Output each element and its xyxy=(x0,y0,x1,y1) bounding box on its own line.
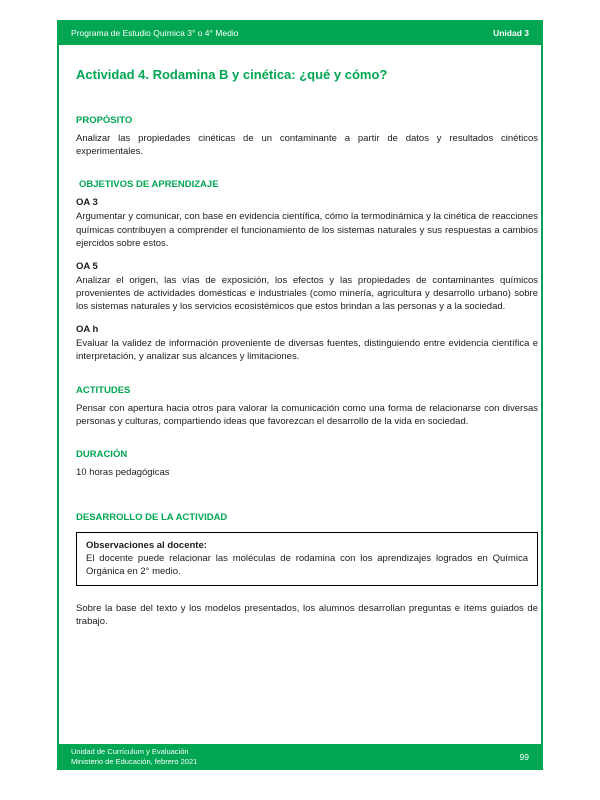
oa-item xyxy=(76,323,538,363)
teacher-observations-box xyxy=(76,532,538,585)
objetivos-heading: OBJETIVOS DE APRENDIZAJE xyxy=(79,179,219,191)
footer-bar xyxy=(57,744,543,770)
page-number: 99 xyxy=(519,752,529,762)
teacher-observations-title: Observaciones al docente: xyxy=(86,540,207,552)
proposito-heading: PROPÓSITO xyxy=(76,114,133,126)
section-duracion xyxy=(76,448,538,479)
header-bar xyxy=(57,20,543,45)
actitudes-paragraph: Pensar con apertura hacia otros para valorar la comunicación como una forma de relacionarse con diversas personas y culturas, compartiendo ideas que favorezcan el desarrollo de la vida en sociedad. xyxy=(76,402,538,427)
teacher-observations-body: El docente puede relacionar las moléculas de rodamina con los aprendizajes logrados en Química Orgánica en 2° medio. xyxy=(86,553,528,578)
header-unit-label: Unidad 3 xyxy=(493,27,529,38)
section-actitudes xyxy=(76,384,538,428)
activity-title: Actividad 4. Rodamina B y cinética: ¿qué y cómo? xyxy=(76,67,388,82)
proposito-paragraph: Analizar las propiedades cinéticas de un contaminante a partir de datos y resultados cinéticos experimentales. xyxy=(76,133,538,158)
oa-label: OA 3 xyxy=(76,197,98,209)
oa-label: OA h xyxy=(76,324,99,336)
oa-item xyxy=(76,260,538,313)
oa-text: Argumentar y comunicar, con base en evidencia científica, cómo la termodinámica y la cinética de reacciones químicas contribuyen a comprender el funcionamiento de los sistemas naturales y sus respuestas a cambios ejercidos sobre estos. xyxy=(76,211,538,249)
oa-text: Evaluar la validez de información proveniente de diversas fuentes, distinguiendo entre evidencia científica e interpretación, y analizar sus alcances y limitaciones. xyxy=(76,338,538,363)
oa-text: Analizar el origen, las vías de exposición, los efectos y las propiedades de contaminantes químicos provenientes de actividades domésticas e industriales (como minería, agricultura y desarrollo urbano) sobre los sistemas naturales y los servicios ecosistémicos que estos brindan a las personas y a la sociedad. xyxy=(76,274,538,313)
duracion-paragraph: 10 horas pedagógicas xyxy=(76,467,170,479)
header-program-title: Programa de Estudio Química 3° o 4° Medio xyxy=(71,27,239,38)
page-content xyxy=(76,66,538,628)
duracion-heading: DURACIÓN xyxy=(76,448,128,460)
section-objetivos xyxy=(76,178,538,363)
actitudes-heading: ACTITUDES xyxy=(76,384,131,396)
footer-line-2: Ministerio de Educación, febrero 2021 xyxy=(71,757,198,766)
section-desarrollo xyxy=(76,511,538,628)
desarrollo-heading: DESARROLLO DE LA ACTIVIDAD xyxy=(76,512,228,524)
desarrollo-paragraph: Sobre la base del texto y los modelos presentados, los alumnos desarrollan preguntas e ítems guiados de trabajo. xyxy=(76,602,538,627)
section-proposito xyxy=(76,114,538,158)
oa-item xyxy=(76,196,538,249)
footer-line-1: Unidad de Currículum y Evaluación xyxy=(71,746,189,756)
footer-publisher xyxy=(71,747,197,767)
oa-label: OA 5 xyxy=(76,260,98,272)
